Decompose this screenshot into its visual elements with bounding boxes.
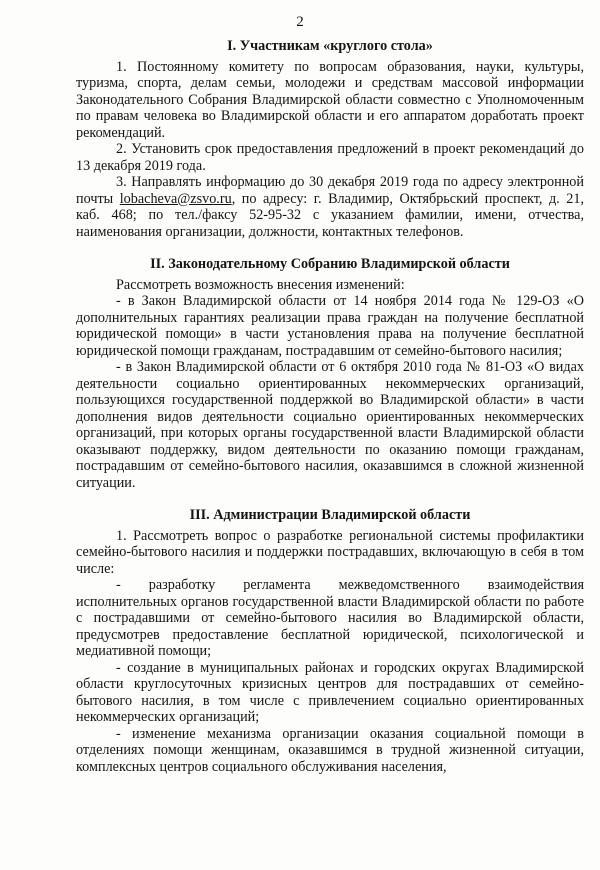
page-number: 2 <box>296 14 304 30</box>
section-1-item-3 <box>76 174 584 240</box>
section-2-bullet-1: - в Закон Владимирской области от 14 ноября 2014 года № 129-ОЗ «О дополнительных гарантиях реализации права граждан на получение бесплатной юридической помощи» в части установления права на получение бесплатной юридической помощи гражданам, пострадавшим от семейно-бытового насилия; <box>76 293 584 359</box>
section-1-item-2: 2. Установить срок предоставления предложений в проект рекомендаций до 13 декабря 2019 года. <box>76 141 584 174</box>
section-3 <box>76 507 584 775</box>
section-3-heading: III. Администрации Владимирской области <box>189 507 471 523</box>
section-2-bullet-2: - в Закон Владимирской области от 6 октября 2010 года № 81-ОЗ «О видах деятельности социально ориентированных некоммерческих организаций, пользующихся государственной поддержкой во Владимирской области» в части дополнения видов деятельности социально ориентированных некоммерческих организаций, при которых органы государственной власти Владимирской области оказывают поддержку, видом деятельности по оказанию помощи гражданам, пострадавшим от семейно-бытового насилия, оказавшимся в сложной жизненной ситуации. <box>76 359 584 491</box>
section-3-item-1: 1. Рассмотреть вопрос о разработке региональной системы профилактики семейно-бытового насилия и поддержки пострадавших, включающую в себя в том числе: <box>76 527 584 577</box>
section-3-bullet-2: - создание в муниципальных районах и городских округах Владимирской области круглосуточных кризисных центров для пострадавших от семейно-бытового насилия, в том числе с привлечением социально ориентированных некоммерческих организаций; <box>76 659 584 725</box>
section-3-bullet-1: - разработку регламента межведомственного взаимодействия исполнительных органов государственной власти Владимирской области по работе с пострадавшими от семейно-бытового насилия во Владимирской области, предусмотрев предоставление бесплатной юридической, психологической и медиативной помощи; <box>76 577 584 659</box>
section-3-bullet-3: - изменение механизма организации оказания социальной помощи в отделениях помощи женщинам, оказавшимся в трудной жизненной ситуации, комплексных центров социального обслуживания населения, <box>76 725 584 775</box>
section-2-heading: II. Законодательному Собранию Владимирской области <box>150 256 510 272</box>
email-link[interactable]: lobacheva@zsvo.ru <box>119 190 232 207</box>
section-1-item-1: 1. Постоянному комитету по вопросам образования, науки, культуры, туризма, спорта, делам семьи, молодежи и средствам массовой информации Законодательного Собрания Владимирской области совместно с Уполномоченным по правам человека во Владимирской области и его аппаратом доработать проект рекомендаций. <box>76 58 584 141</box>
section-2 <box>76 256 584 491</box>
section-1 <box>76 38 584 240</box>
section-2-intro: Рассмотреть возможность внесения изменений: <box>116 276 405 293</box>
item-3-text-end: , по адресу: г. Владимир, Октябрьский проспект, д. 21, каб. 468; по тел./факсу 52-95-32 с указанием фамилии, имени, отчества, наименования организации, должности, контактных телефонов. <box>76 190 584 240</box>
section-1-heading: I. Участникам «круглого стола» <box>227 38 433 54</box>
item-3-text-start: 3. Направлять информацию до 30 декабря 2019 года по адресу электронной почты <box>76 174 584 207</box>
document-body <box>76 38 584 775</box>
